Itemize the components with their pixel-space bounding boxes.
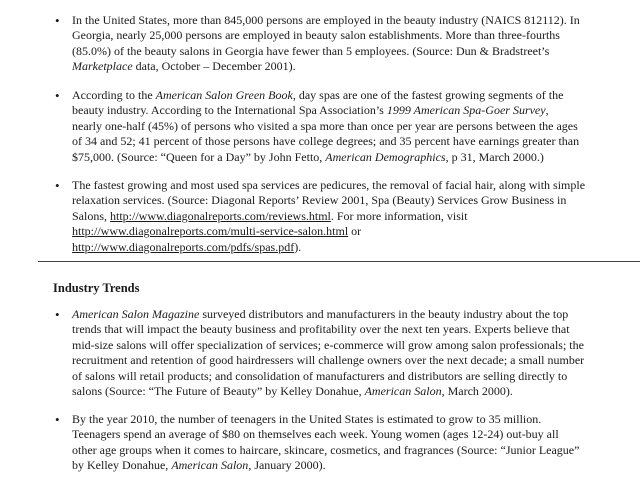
text-line — [72, 103, 627, 118]
text-line — [72, 44, 627, 59]
text-run: Teenagers spend an average of $80 on themselves each week. Young women (ages 12-24) out-buy all — [72, 427, 559, 442]
text-run: In the United States, more than 845,000 persons are employed in the beauty industry (NAICS 812112). In — [72, 13, 580, 27]
bullet-text — [72, 13, 627, 75]
text-run: , day spas are one of the fastest growing segments of the — [292, 88, 564, 102]
text-run: of salons will retail products; and consolidation of manufacturers and distributors are selling directly to — [72, 368, 568, 383]
bullet-text — [72, 88, 627, 165]
italic-text: American Salon — [364, 384, 442, 399]
text-run: Georgia, nearly 25,000 persons are employed in beauty salon establishments. More than three-fourths — [72, 28, 560, 43]
italic-text: American Salon Magazine — [72, 307, 200, 321]
text-line — [72, 369, 627, 384]
italic-text: American Demographics — [325, 149, 446, 164]
text-run: , March 2000). — [441, 384, 513, 399]
bullet-marker: • — [55, 412, 60, 427]
text-line — [72, 338, 627, 353]
italic-text: Marketplace — [72, 59, 133, 74]
bullet-text — [72, 307, 627, 399]
text-run: nearly one-half (45%) of persons who visited a spa more than once per year are persons between the ages — [72, 118, 578, 133]
bullet-text — [72, 412, 627, 474]
text-line — [72, 412, 627, 427]
text-line — [72, 13, 627, 28]
url-link[interactable]: http://www.diagonalreports.com/reviews.html — [110, 208, 331, 223]
text-run: The fastest growing and most used spa services are pedicures, the removal of facial hair, along with simple — [72, 178, 586, 192]
bullet-marker: • — [55, 307, 60, 322]
text-run: of 34 and 52; 41 percent of those persons have college degrees; and 35 percent have earnings greater than — [72, 134, 580, 149]
url-link[interactable]: http://www.diagonalreports.com/pdfs/spas.pdf — [72, 239, 295, 254]
text-line — [72, 322, 627, 337]
italic-text: American Salon — [171, 458, 249, 473]
text-run: salons (Source: “The Future of Beauty” by Kelley Donahue, — [72, 384, 365, 399]
text-run: other age groups when it comes to haircare, skincare, cosmetics, and fragrances (Source: “Junior League” — [72, 442, 580, 457]
text-run: trends that will impact the beauty business and profitability over the next ten years. Experts believe that — [72, 322, 570, 337]
text-line — [72, 307, 627, 322]
italic-text: 1999 American Spa-Goer Survey — [386, 103, 546, 118]
text-line — [72, 193, 627, 208]
text-line — [72, 28, 627, 43]
text-line — [72, 134, 627, 149]
text-run: , p 31, March 2000.) — [445, 149, 544, 164]
bullet-marker: • — [55, 178, 60, 193]
text-run: ). — [294, 239, 302, 254]
text-line — [72, 240, 627, 255]
text-run: beauty industry. According to the International Spa Association’s — [72, 103, 387, 118]
url-link[interactable]: http://www.diagonalreports.com/multi-service-salon.html — [72, 224, 349, 239]
italic-text: American Salon Green Book — [155, 88, 293, 102]
text-run: , January 2000). — [248, 458, 326, 473]
text-run: data, October – December 2001). — [132, 59, 296, 74]
text-line — [72, 458, 627, 473]
text-run: mid-size salons will offer specialization of services; e-commerce will grow among salon professionals; the — [72, 337, 584, 352]
text-line — [72, 178, 627, 193]
text-run: relaxation services. (Source: Diagonal Reports’ Review 2001, Spa (Beauty) Services Grow Business in — [72, 193, 567, 208]
text-run: By the year 2010, the number of teenagers in the United States is estimated to grow to 35 million. — [72, 412, 542, 426]
text-line — [72, 59, 627, 74]
text-run: According to the — [72, 88, 156, 102]
text-run: or — [348, 224, 362, 239]
bullet-marker: • — [55, 13, 60, 28]
text-run: , — [545, 103, 549, 118]
text-line — [72, 88, 627, 103]
text-line — [72, 427, 627, 442]
section-heading: Industry Trends — [53, 281, 140, 295]
text-line — [72, 224, 627, 239]
text-run: surveyed distributors and manufacturers in the beauty industry about the top — [199, 307, 569, 321]
text-line — [72, 119, 627, 134]
text-line — [72, 209, 627, 224]
text-line — [72, 384, 627, 399]
text-run: (85.0%) of the beauty salons in Georgia have fewer than 5 employees. (Source: Dun & Bradstreet’s — [72, 43, 550, 58]
text-line — [72, 353, 627, 368]
text-line — [72, 443, 627, 458]
text-run: by Kelley Donahue, — [72, 458, 172, 473]
text-run: recruitment and retention of good hairdressers will challenge owners over the next decade; a small number — [72, 353, 585, 368]
bullet-marker: • — [55, 88, 60, 103]
text-line — [72, 150, 627, 165]
text-run: $75,000. (Source: “Queen for a Day” by John Fetto, — [72, 149, 326, 164]
text-run: . For more information, visit — [330, 208, 468, 223]
section-divider — [38, 261, 640, 262]
bullet-text — [72, 178, 627, 255]
text-run: Salons, — [72, 208, 111, 223]
